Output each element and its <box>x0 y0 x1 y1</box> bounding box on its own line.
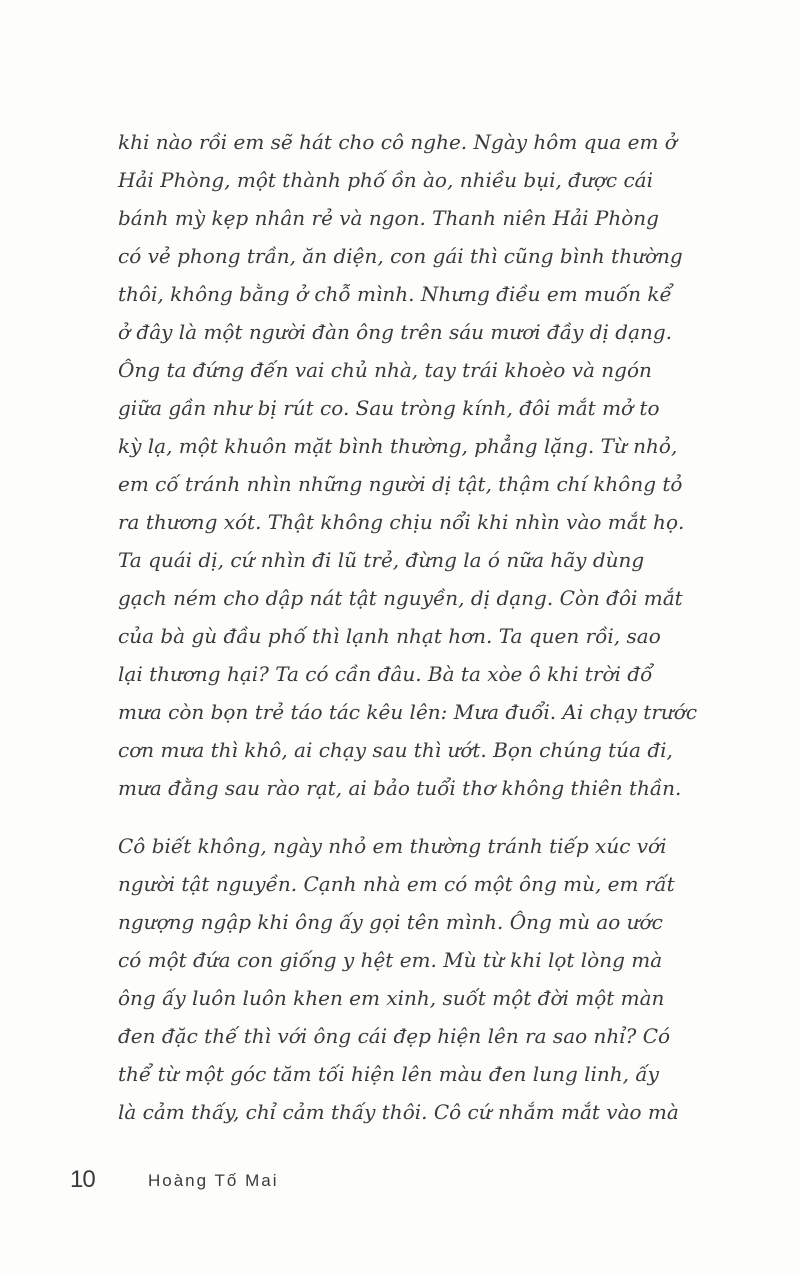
text-line: mưa đằng sau rào rạt, ai bảo tuổi thơ không thiên thần. <box>118 776 682 800</box>
text-line: thôi, không bằng ở chỗ mình. Nhưng điều em muốn kể <box>118 282 672 306</box>
running-author-name: Hoàng Tố Mai <box>148 1171 279 1190</box>
text-line: có vẻ phong trần, ăn diện, con gái thì cũng bình thường <box>118 244 683 268</box>
text-line: bánh mỳ kẹp nhân rẻ và ngon. Thanh niên Hải Phòng <box>118 206 659 230</box>
text-line: lại thương hại? Ta có cần đâu. Bà ta xòe ô khi trời đổ <box>118 662 653 686</box>
text-line: Hải Phòng, một thành phố ồn ào, nhiều bụi, được cái <box>118 168 653 192</box>
text-line: mưa còn bọn trẻ táo tác kêu lên: Mưa đuổi. Ai chạy trước <box>118 700 698 724</box>
text-line: thể từ một góc tăm tối hiện lên màu đen lung linh, ấy <box>118 1062 659 1086</box>
text-line: ra thương xót. Thật không chịu nổi khi nhìn vào mắt họ. <box>118 510 685 534</box>
text-line: ngượng ngập khi ông ấy gọi tên mình. Ông mù ao ước <box>118 910 663 934</box>
body-text <box>118 123 718 1131</box>
paragraph-1 <box>118 123 718 807</box>
text-line: giữa gần như bị rút co. Sau tròng kính, đôi mắt mở to <box>118 396 660 420</box>
text-line: Cô biết không, ngày nhỏ em thường tránh tiếp xúc với <box>118 834 667 858</box>
page-number: 10 <box>70 1166 95 1193</box>
text-line: khi nào rồi em sẽ hát cho cô nghe. Ngày hôm qua em ở <box>118 130 677 154</box>
text-line: là cảm thấy, chỉ cảm thấy thôi. Cô cứ nhắm mắt vào mà <box>118 1100 679 1124</box>
text-line: Ông ta đứng đến vai chủ nhà, tay trái khoèo và ngón <box>118 358 652 382</box>
text-line: em cố tránh nhìn những người dị tật, thậm chí không tỏ <box>118 472 683 496</box>
text-line: của bà gù đầu phố thì lạnh nhạt hơn. Ta quen rồi, sao <box>118 624 661 648</box>
text-line: Ta quái dị, cứ nhìn đi lũ trẻ, đừng la ó nữa hãy dùng <box>118 548 645 572</box>
text-line: gạch ném cho dập nát tật nguyền, dị dạng. Còn đôi mắt <box>118 586 683 610</box>
text-line: người tật nguyền. Cạnh nhà em có một ông mù, em rất <box>118 872 675 896</box>
text-line: ở đây là một người đàn ông trên sáu mươi đầy dị dạng. <box>118 320 673 344</box>
text-line: có một đứa con giống y hệt em. Mù từ khi lọt lòng mà <box>118 948 663 972</box>
text-line: đen đặc thế thì với ông cái đẹp hiện lên ra sao nhỉ? Có <box>118 1024 671 1048</box>
text-line: kỳ lạ, một khuôn mặt bình thường, phẳng lặng. Từ nhỏ, <box>118 434 678 458</box>
text-line: cơn mưa thì khô, ai chạy sau thì ướt. Bọn chúng túa đi, <box>118 738 673 762</box>
paragraph-2 <box>118 827 718 1131</box>
text-line: ông ấy luôn luôn khen em xinh, suốt một đời một màn <box>118 986 665 1010</box>
